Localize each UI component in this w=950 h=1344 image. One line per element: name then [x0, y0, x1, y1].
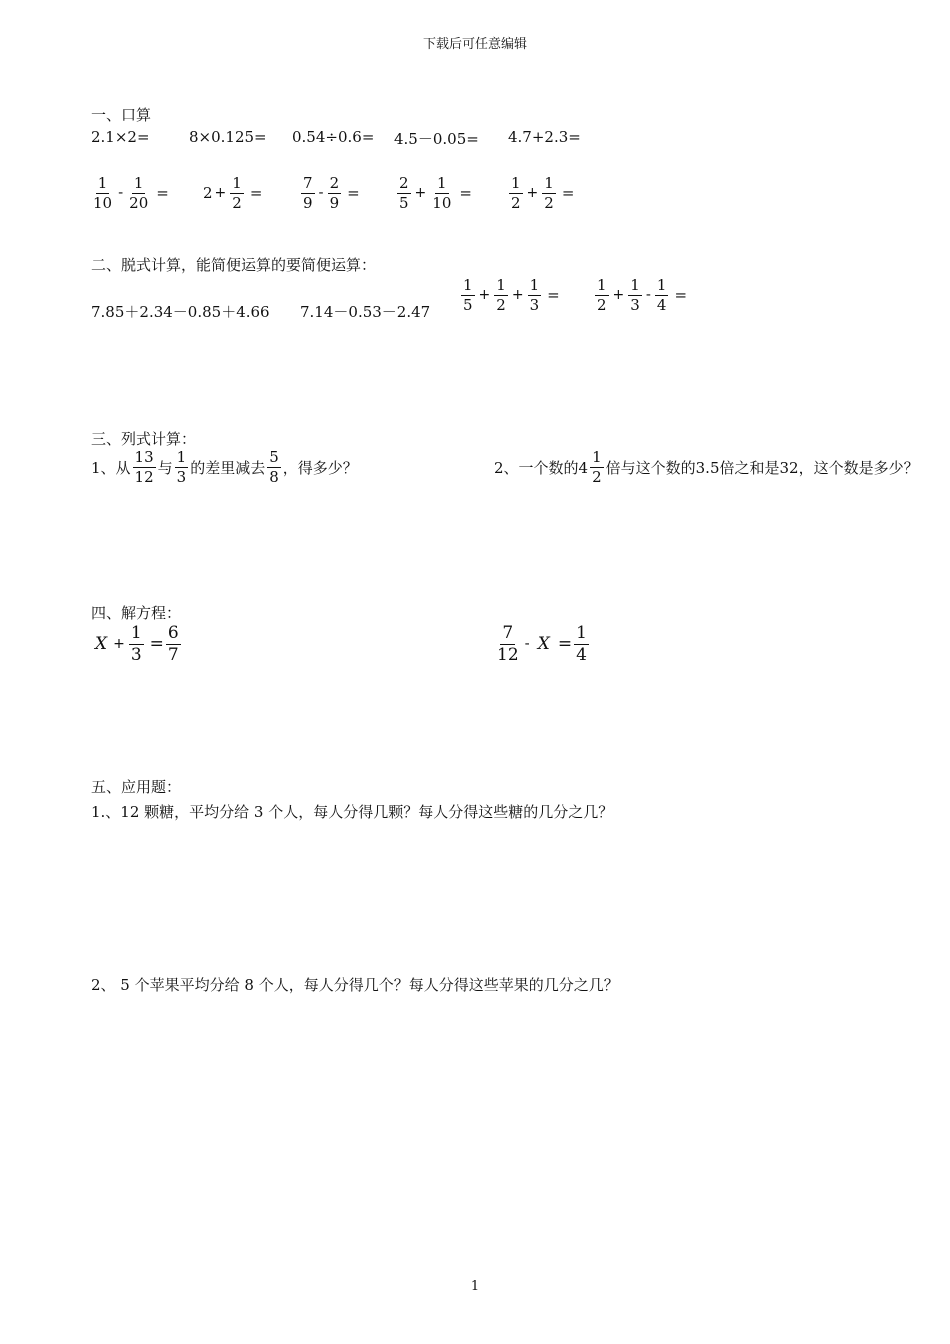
- fraction: $\frac{13}{12}$: [134, 448, 154, 486]
- equation-1: X + $\frac{1}{3}$ = $\frac{6}{7}$: [95, 623, 179, 665]
- fraction: $\frac{1}{10}$: [432, 174, 452, 212]
- fraction: $\frac{6}{7}$: [167, 623, 179, 665]
- fraction: $\frac{1}{3}$: [130, 623, 142, 665]
- fraction-calc-2: 2 + $\frac{1}{2}$ =: [203, 174, 263, 212]
- page-number: 1: [470, 1279, 480, 1294]
- fraction: $\frac{1}{2}$: [592, 448, 602, 486]
- fraction: $\frac{7}{12}$: [497, 623, 519, 665]
- stepwise-calc-1: 7.85＋2.34－0.85＋4.66: [91, 303, 270, 321]
- fraction: $\frac{1}{4}$: [656, 276, 667, 314]
- fraction: $\frac{1}{3}$: [176, 448, 187, 486]
- fraction: $\frac{2}{5}$: [399, 174, 409, 212]
- section-3-title: 三、列式计算：: [91, 430, 197, 448]
- equation-2: $\frac{7}{12}$ - X = $\frac{1}{4}$: [497, 623, 587, 665]
- fraction: $\frac{1}{2}$: [511, 174, 521, 212]
- fraction: $\frac{1}{10}$: [93, 174, 113, 212]
- fraction-calc-5: $\frac{1}{2}$ + $\frac{1}{2}$ =: [511, 174, 575, 212]
- fraction: $\frac{1}{2}$: [597, 276, 607, 314]
- fraction: $\frac{1}{5}$: [463, 276, 473, 314]
- fraction: $\frac{2}{9}$: [329, 174, 340, 212]
- stepwise-calc-3: $\frac{1}{5}$ + $\frac{1}{2}$ + $\frac{1}{3}$ =: [463, 276, 560, 314]
- fraction: $\frac{1}{3}$: [529, 276, 540, 314]
- section-1-title: 一、口算: [91, 106, 152, 124]
- word-problem-2: 2、 5 个苹果平均分给 8 个人，每人分得几个？每人分得这些苹果的几分之几？: [91, 976, 619, 994]
- fraction: $\frac{1}{2}$: [496, 276, 506, 314]
- fraction-calc-4: $\frac{2}{5}$ + $\frac{1}{10}$ =: [399, 174, 472, 212]
- oral-calc-4: 4.5－0.05=: [394, 130, 479, 148]
- stepwise-calc-2: 7.14－0.53－2.47: [300, 303, 431, 321]
- word-problem-1: 1.、12 颗糖，平均分给 3 个人，每人分得几颗？每人分得这些糖的几分之几？: [91, 803, 614, 821]
- fraction: $\frac{1}{4}$: [576, 623, 587, 665]
- oral-calc-2: 8×0.125=: [189, 128, 267, 146]
- word-calc-1: 1、从 $\frac{13}{12}$ 与 $\frac{1}{3}$ 的差里减去 $\frac{5}{8}$ ，得多少？: [91, 448, 358, 486]
- oral-calc-5: 4.7+2.3=: [508, 128, 581, 146]
- fraction-calc-1: $\frac{1}{10}$ - $\frac{1}{20}$ =: [93, 174, 169, 212]
- section-4-title: 四、解方程：: [91, 604, 182, 622]
- page-header: 下载后可任意编辑: [422, 37, 527, 52]
- fraction-calc-3: $\frac{7}{9}$ - $\frac{2}{9}$ =: [303, 174, 360, 212]
- oral-calc-1: 2.1×2=: [91, 128, 150, 146]
- oral-calc-3: 0.54÷0.6=: [292, 128, 375, 146]
- section-2-title: 二、脱式计算，能简便运算的要简便运算：: [91, 256, 377, 274]
- fraction: $\frac{1}{2}$: [232, 174, 242, 212]
- fraction: $\frac{1}{3}$: [630, 276, 640, 314]
- fraction: $\frac{1}{20}$: [129, 174, 149, 212]
- fraction: $\frac{1}{2}$: [544, 174, 554, 212]
- fraction: $\frac{5}{8}$: [269, 448, 279, 486]
- word-calc-2: 2、一个数的4 $\frac{1}{2}$ 倍与这个数的3.5倍之和是32，这个数是多少？: [494, 448, 919, 486]
- fraction: $\frac{7}{9}$: [303, 174, 313, 212]
- section-5-title: 五、应用题：: [91, 778, 182, 796]
- stepwise-calc-4: $\frac{1}{2}$ + $\frac{1}{3}$ - $\frac{1}{4}$ =: [597, 276, 688, 314]
